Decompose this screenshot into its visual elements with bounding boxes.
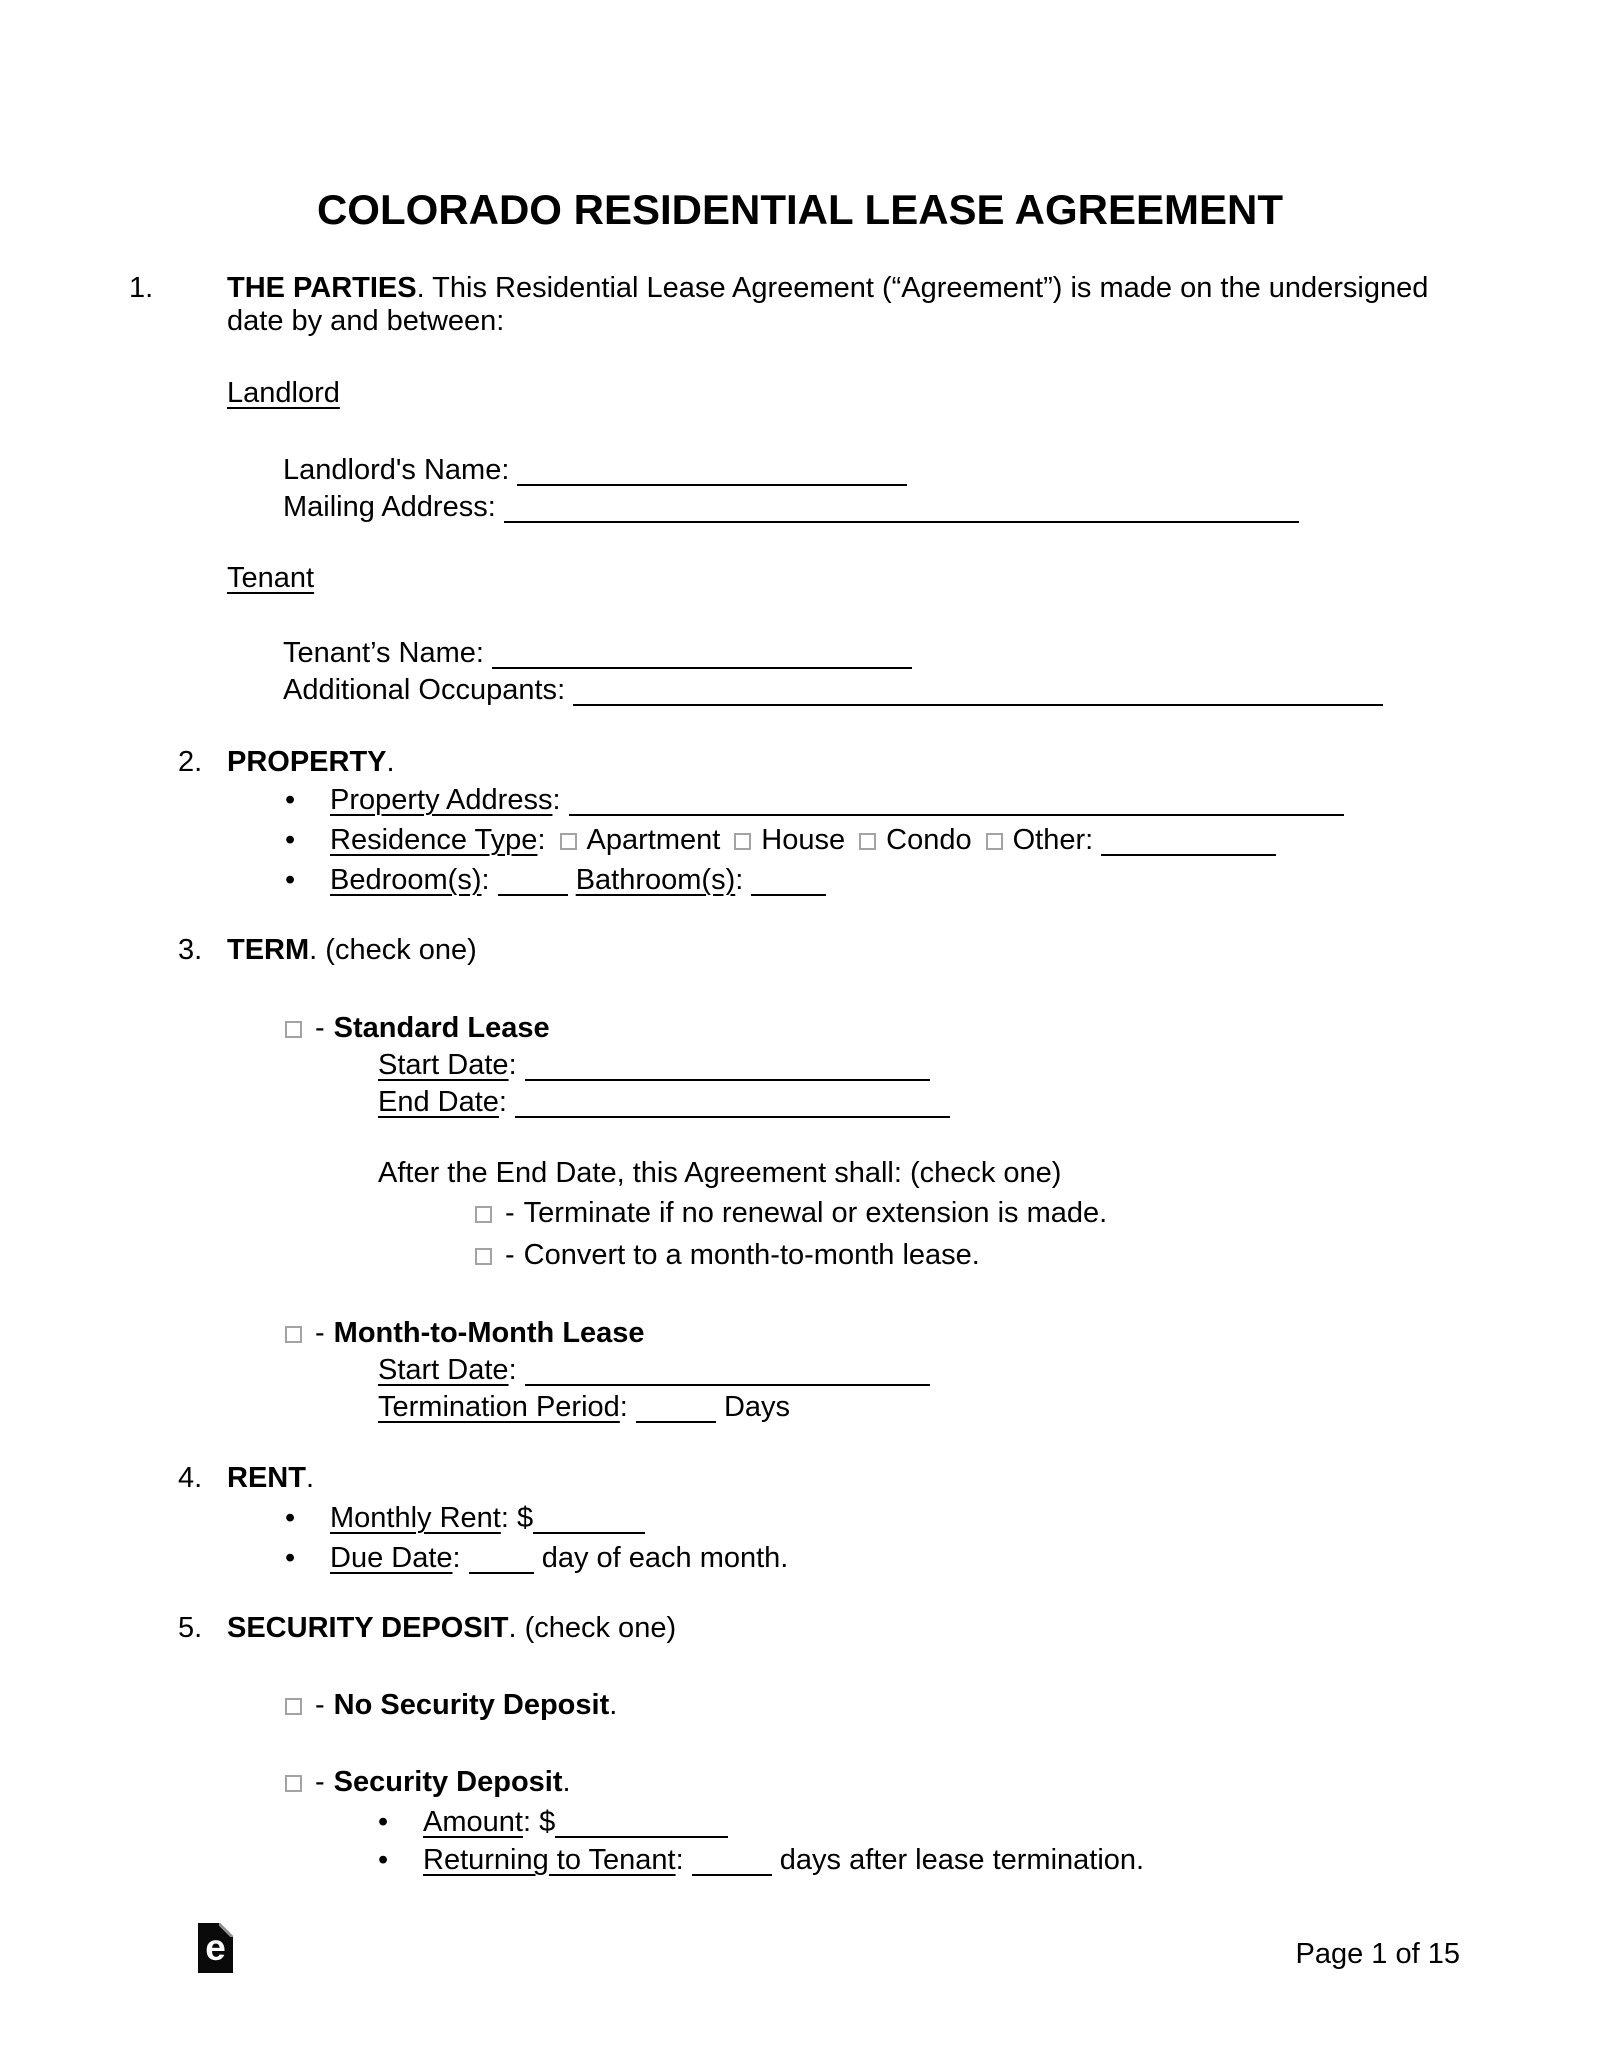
colon: : (735, 864, 744, 896)
page-number: Page 1 of 15 (1295, 1938, 1460, 1970)
section-deposit-heading (178, 1611, 676, 1645)
dash: - (315, 1317, 325, 1349)
mtm-start-date-row (378, 1353, 930, 1387)
tenant-name-blank[interactable] (492, 647, 912, 669)
checkbox-deposit[interactable] (285, 1775, 302, 1792)
section-number: 4. (178, 1462, 203, 1494)
returning-row (378, 1843, 1144, 1877)
returning-label: Returning to Tenant (423, 1844, 676, 1876)
occupants-blank[interactable] (573, 684, 1383, 706)
checkbox-convert[interactable] (475, 1248, 492, 1265)
start-date-label: Start Date (378, 1049, 509, 1081)
due-date-blank[interactable] (469, 1552, 534, 1574)
colon: : (508, 1354, 517, 1386)
section-number: 3. (178, 934, 203, 966)
dash: - (315, 1766, 325, 1798)
mailing-address-blank[interactable] (504, 501, 1299, 523)
landlord-name-label: Landlord's Name (283, 454, 502, 486)
colon: : (475, 637, 484, 669)
checkbox-standard-lease[interactable] (285, 1021, 302, 1038)
colon: : (500, 1502, 509, 1534)
deposit-amount-row (378, 1805, 728, 1839)
colon: : (498, 1086, 507, 1118)
residence-option-apartment: Apartment (586, 824, 721, 856)
returning-suffix: days after lease termination. (779, 1844, 1145, 1876)
monthly-rent-blank[interactable] (533, 1512, 645, 1534)
section-number: 1. (129, 272, 154, 304)
bathrooms-blank[interactable] (751, 874, 826, 896)
bullet-icon: • (285, 1502, 296, 1534)
currency-symbol: $ (539, 1806, 556, 1838)
std-start-date-row (378, 1048, 930, 1082)
colon: : (487, 491, 496, 523)
termination-period-label: Termination Period (378, 1391, 620, 1423)
period: . (305, 1462, 315, 1494)
bedrooms-bathrooms-row (285, 863, 826, 897)
bedrooms-label: Bedroom(s) (330, 864, 482, 896)
mtm-lease-label: Month-to-Month Lease (333, 1317, 645, 1349)
residence-option-other-label: Other: (1012, 824, 1094, 856)
eforms-logo-letter: e (205, 1927, 226, 1968)
eforms-logo (198, 1923, 233, 1973)
bullet-icon: • (285, 784, 296, 816)
monthly-rent-row (285, 1501, 645, 1535)
days-suffix: Days (723, 1391, 791, 1423)
period: . (508, 1612, 517, 1644)
residence-type-label: Residence Type (330, 824, 538, 856)
checkbox-terminate[interactable] (475, 1206, 492, 1223)
terminate-option-label: Terminate if no renewal or extension is made. (523, 1197, 1108, 1229)
standard-lease-row (285, 1011, 550, 1045)
monthly-rent-label: Monthly Rent (330, 1502, 501, 1534)
colon: : (501, 454, 510, 486)
section-number: 2. (178, 746, 203, 778)
colon: : (619, 1391, 628, 1423)
currency-symbol: $ (516, 1502, 534, 1534)
deposit-amount-blank[interactable] (555, 1816, 728, 1838)
bullet-icon: • (285, 1542, 296, 1574)
residence-type-row (285, 823, 1276, 857)
termination-period-row (378, 1390, 790, 1424)
section-heading-rent: RENT (227, 1462, 306, 1494)
parties-body-text: . This Residential Lease Agreement (“Agreement”) is made on the undersigned date by and between: (227, 272, 1429, 337)
colon: : (522, 1806, 532, 1838)
bathrooms-label: Bathroom(s) (575, 864, 736, 896)
landlord-subheading: Landlord (227, 377, 340, 409)
period: . (609, 1689, 618, 1721)
mtm-start-date-label: Start Date (378, 1354, 509, 1386)
property-address-blank[interactable] (569, 794, 1344, 816)
after-end-date-text: After the End Date, this Agreement shall: (check one) (378, 1157, 1062, 1189)
landlord-name-row (283, 453, 907, 487)
due-date-label: Due Date (330, 1542, 453, 1574)
dash: - (315, 1012, 325, 1044)
document-title: COLORADO RESIDENTIAL LEASE AGREEMENT (316, 186, 1284, 233)
end-date-label: End Date (378, 1086, 499, 1118)
residence-other-blank[interactable] (1101, 834, 1276, 856)
colon: : (557, 674, 566, 706)
due-date-row (285, 1541, 788, 1575)
amount-label: Amount (423, 1806, 523, 1838)
no-deposit-label: No Security Deposit (333, 1689, 610, 1721)
mtm-lease-row (285, 1316, 645, 1350)
checkbox-other[interactable] (986, 833, 1003, 850)
term-check-one: (check one) (317, 934, 477, 966)
deposit-row (285, 1765, 571, 1799)
dash: - (315, 1689, 325, 1721)
returning-blank[interactable] (692, 1854, 772, 1876)
section-heading-deposit: SECURITY DEPOSIT (227, 1612, 509, 1644)
colon: : (508, 1049, 517, 1081)
termination-period-blank[interactable] (636, 1401, 716, 1423)
colon: : (552, 784, 561, 816)
bullet-icon: • (285, 864, 296, 896)
convert-option-row (475, 1238, 980, 1272)
due-date-suffix: day of each month. (541, 1542, 789, 1574)
checkbox-mtm-lease[interactable] (285, 1326, 302, 1343)
occupants-label: Additional Occupants (283, 674, 558, 706)
mailing-address-label: Mailing Address (283, 491, 488, 523)
colon: : (675, 1844, 684, 1876)
dash: - (505, 1239, 515, 1271)
std-end-date-blank[interactable] (515, 1096, 950, 1118)
tenant-name-row (283, 636, 912, 670)
period: . (386, 746, 395, 778)
occupants-row (283, 673, 1383, 707)
std-end-date-row (378, 1085, 950, 1119)
section-parties-intro (129, 272, 1483, 338)
tenant-subheading: Tenant (227, 562, 315, 594)
bedrooms-blank[interactable] (498, 874, 568, 896)
residence-option-house: House (761, 824, 846, 856)
section-heading-parties: THE PARTIES (227, 272, 417, 304)
convert-option-label: Convert to a month-to-month lease. (523, 1239, 980, 1271)
section-number: 5. (178, 1612, 203, 1644)
section-rent-heading (178, 1461, 314, 1495)
standard-lease-label: Standard Lease (333, 1012, 550, 1044)
mailing-address-row (283, 490, 1299, 524)
residence-option-condo: Condo (886, 824, 972, 856)
dash: - (505, 1197, 515, 1229)
checkbox-no-deposit[interactable] (285, 1698, 302, 1715)
no-deposit-row (285, 1688, 617, 1722)
period: . (562, 1766, 571, 1798)
property-address-label: Property Address (330, 784, 553, 816)
section-heading-property: PROPERTY (227, 746, 387, 778)
property-address-row (285, 783, 1344, 817)
bullet-icon: • (378, 1806, 389, 1838)
period: . (309, 934, 318, 966)
mtm-start-date-blank[interactable] (525, 1364, 930, 1386)
landlord-name-blank[interactable] (517, 464, 907, 486)
deposit-label: Security Deposit (333, 1766, 563, 1798)
bullet-icon: • (378, 1844, 389, 1876)
deposit-check-one: (check one) (516, 1612, 677, 1644)
colon: : (452, 1542, 461, 1574)
checkbox-house[interactable] (734, 833, 751, 850)
section-property-heading (178, 745, 395, 779)
terminate-option-row (475, 1196, 1107, 1230)
checkbox-condo[interactable] (859, 833, 876, 850)
std-start-date-blank[interactable] (525, 1059, 930, 1081)
bullet-icon: • (285, 824, 296, 856)
colon: : (481, 864, 490, 896)
tenant-name-label: Tenant’s Name (283, 637, 476, 669)
colon: : (537, 824, 546, 856)
checkbox-apartment[interactable] (560, 833, 577, 850)
section-heading-term: TERM (227, 934, 310, 966)
section-term-heading (178, 933, 477, 967)
